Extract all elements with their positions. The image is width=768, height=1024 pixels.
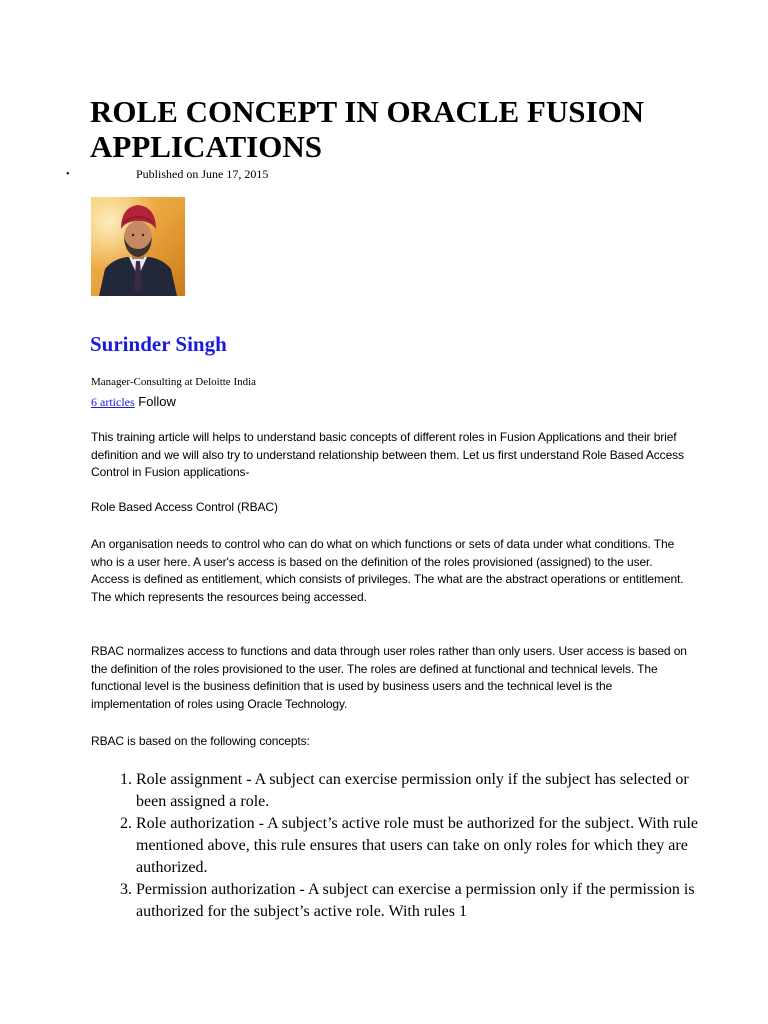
list-item: 2. Role authorization - A subject’s active role must be authorized for the subject. With rule mentioned above, this rule ensures that users can take on only roles for which they are authorized. xyxy=(136,813,721,879)
rbac-definition-paragraph: An organisation needs to control who can do what on which functions or sets of data under what conditions. The who is a user here. A user's access is based on the definition of the roles provisioned (assigned) to the user. Access is defined as entitlement, which consists of privileges. The what are the abstract operations or entitlement. The which represents the resources being accessed. xyxy=(91,537,684,604)
author-photo-icon xyxy=(91,197,185,296)
author-headline: Manager-Consulting at Deloitte India xyxy=(91,376,257,388)
list-item: 3. Permission authorization - A subject can exercise a permission only if the permission is authorized for the subject’s active role. With rules 1 xyxy=(136,879,721,923)
articles-count-link[interactable]: 6 articles xyxy=(91,395,135,409)
follow-button[interactable] xyxy=(135,394,176,409)
author-meta-row xyxy=(91,393,176,411)
rbac-normalizes-paragraph: RBAC normalizes access to functions and data through user roles rather than only users. User access is based on the definition of the roles provisioned to the user. The roles are defined at functional and technical levels. The functional level is the business definition that is used by business users and the technical level is the implementation of roles using Oracle Technology. xyxy=(91,644,687,711)
list-item: 1. Role assignment - A subject can exercise permission only if the subject has selected or been assigned a role. xyxy=(136,769,721,813)
list-bullet: • xyxy=(66,169,70,180)
author-name-link[interactable]: Surinder Singh xyxy=(90,332,227,356)
rbac-concepts-intro: RBAC is based on the following concepts: xyxy=(91,734,310,748)
follow-label: Follow xyxy=(138,394,176,409)
author-avatar[interactable] xyxy=(91,197,185,296)
section-heading-rbac: Role Based Access Control (RBAC) xyxy=(91,500,278,514)
intro-paragraph: This training article will helps to understand basic concepts of different roles in Fusion Applications and their brief definition and we will also try to understand relationship between them. Let us first understand Role Based Access Control in Fusion applications- xyxy=(91,430,684,479)
article-title: ROLE CONCEPT IN ORACLE FUSION APPLICATIONS xyxy=(90,94,645,164)
rbac-concepts-list xyxy=(91,769,721,923)
published-date: Published on June 17, 2015 xyxy=(136,167,269,181)
